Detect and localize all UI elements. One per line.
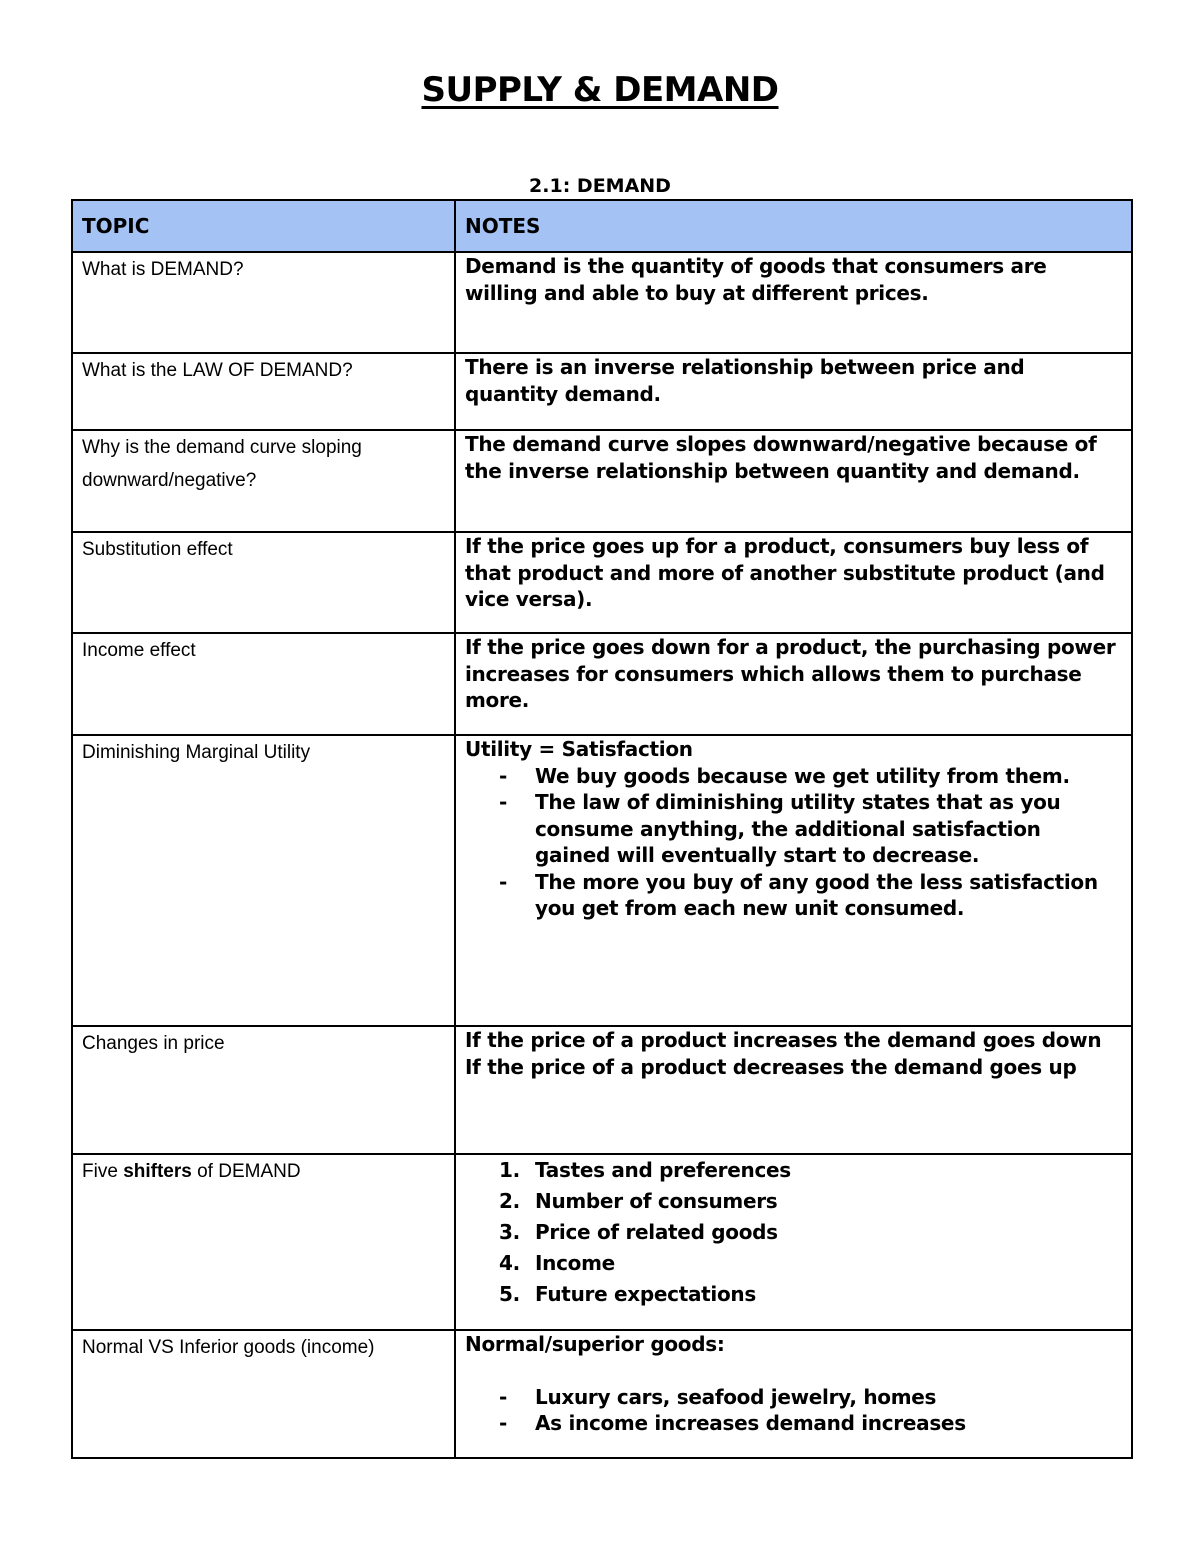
notes-line: If the price of a product decreases the demand goes up [465,1054,1077,1079]
table-header-row [72,200,1132,252]
list-item: Tastes and preferences [535,1158,791,1182]
topic-cell [72,252,455,353]
notes-cell [455,1026,1132,1154]
table-row [72,1330,1132,1458]
topic-cell: Income effect [72,633,455,735]
notes-bullet-list [465,1384,1122,1437]
notes-cell [455,1330,1132,1458]
header-notes: NOTES [455,200,1132,252]
shifters-list [465,1155,1122,1310]
list-item: - Luxury cars, seafood jewelry, homes [535,1384,1122,1411]
table-row [72,633,1132,735]
list-item: - The more you buy of any good the less satisfaction you get from each new unit consumed. [535,869,1122,922]
notes-cell: There is an inverse relationship between price and quantity demand. [455,353,1132,430]
notes-cell: The demand curve slopes downward/negative because of the inverse relationship between quantity and demand. [455,430,1132,532]
list-item: - As income increases demand increases [535,1410,1122,1437]
list-item: Price of related goods [535,1220,778,1244]
list-item: - We buy goods because we get utility from them. [535,763,1122,790]
topic-cell: Substitution effect [72,532,455,633]
list-item: Number of consumers [535,1189,778,1213]
list-item: Income [535,1251,615,1275]
notes-cell [455,735,1132,1026]
section-title: 2.1: DEMAND [529,175,671,197]
topic-text-emphasis: LAW OF DEMAND? [182,360,353,381]
topic-cell: Changes in price [72,1026,455,1154]
notes-table [71,199,1133,1459]
notes-cell: If the price goes up for a product, consumers buy less of that product and more of another substitute product (and vice versa). [455,532,1132,633]
notes-line: If the price of a product increases the demand goes down [465,1028,1102,1052]
table-row [72,353,1132,430]
notes-bullet-list [465,763,1122,922]
table-row [72,252,1132,353]
notes-cell [455,1154,1132,1330]
topic-text: What is the [82,360,183,381]
topic-text: What is [82,259,151,280]
table-row [72,430,1132,532]
spacer [465,1358,1122,1384]
notes-heading: Utility = Satisfaction [465,737,693,761]
topic-text-emphasis: shifters [123,1161,192,1182]
notes-cell: If the price goes down for a product, the purchasing power increases for consumers which allows them to purchase more. [455,633,1132,735]
document-title-text: SUPPLY & DEMAND [421,70,779,110]
list-item: - The law of diminishing utility states that as you consume anything, the additional satisfaction gained will eventually start to decrease. [535,789,1122,869]
table-row [72,735,1132,1026]
table-row [72,1154,1132,1330]
table-row [72,1026,1132,1154]
header-topic: TOPIC [72,200,455,252]
notes-cell: Demand is the quantity of goods that consumers are willing and able to buy at different prices. [455,252,1132,353]
notes-heading: Normal/superior goods: [465,1332,725,1356]
topic-cell: Why is the demand curve sloping downward/negative? [72,430,455,532]
document-title [0,70,1200,110]
table-row [72,532,1132,633]
topic-cell: Diminishing Marginal Utility [72,735,455,1026]
topic-cell [72,353,455,430]
topic-text: Five [82,1161,124,1182]
topic-cell [72,1154,455,1330]
list-item: Future expectations [535,1282,756,1306]
topic-text: of DEMAND [191,1161,301,1182]
topic-text-emphasis: DEMAND? [150,259,244,280]
topic-cell: Normal VS Inferior goods (income) [72,1330,455,1458]
